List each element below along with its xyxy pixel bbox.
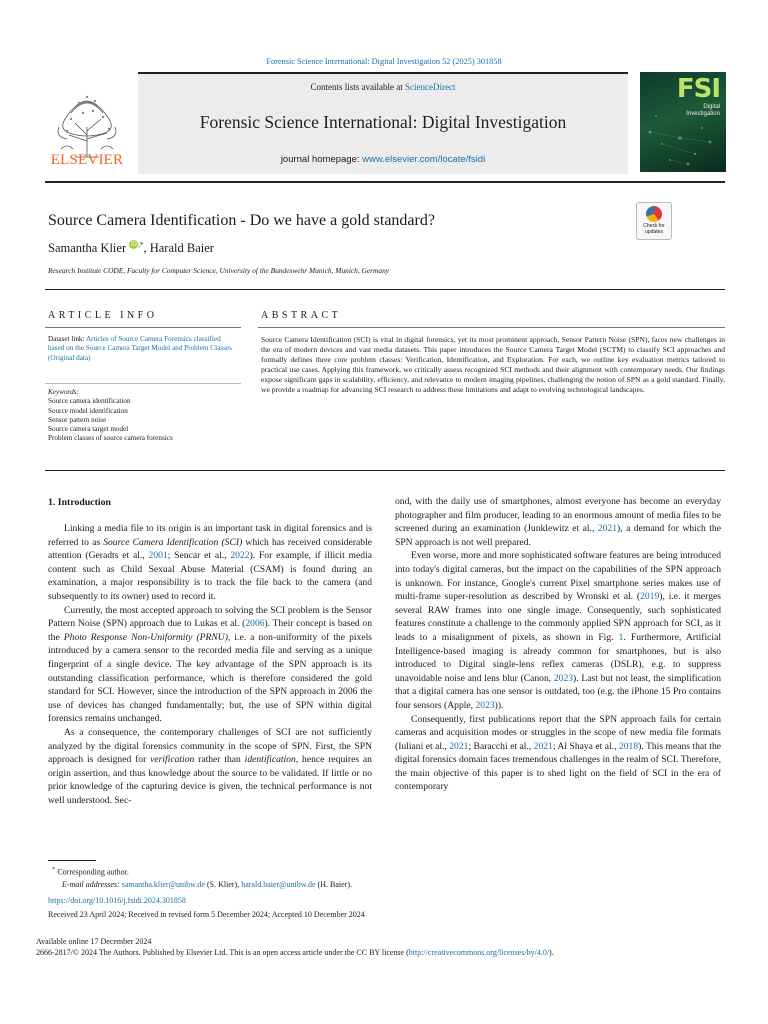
author-name[interactable]: Samantha Klier bbox=[48, 241, 127, 255]
journal-homepage bbox=[138, 154, 628, 165]
corresponding-author-note: Corresponding author. bbox=[57, 867, 129, 877]
author-list bbox=[48, 240, 214, 256]
paragraph: Linking a media file to its origin is an important task in digital forensics and is referred to as Source Camera Identification (SCI) which has received considerable attention (Geradts et al., 2001; Sencar et al., 2022). For example, if illicit media content such as Child Sexual Abuse Material (CSAM) is found during an examination, a major responsibility is to track the file back to the camera (and subsequently to its owner) used to record it. bbox=[48, 523, 373, 602]
body-column-right bbox=[395, 495, 721, 794]
journal-cover-image[interactable] bbox=[640, 72, 726, 172]
journal-masthead bbox=[138, 72, 628, 174]
abstract-heading: ABSTRACT bbox=[261, 310, 342, 321]
paragraph: Even worse, more and more sophisticated software features are being introduced into today's digital cameras, but the impact on the capabilities of the SPN approach is unknown. For instance, Google's current Pixel smartphone series makes use of multi-frame super-resolution as described by Wronski et al. (2019), i.e. it merges several RAW frames into one single image. Consequently, such sophisticated features constitute a challenge to the commonly applied SPN approach for SCI, as it leads to a misalignment of pixels, as shown in Fig. 1. Furthermore, Artificial Intelligence-based imaging is already common for smartphones, but is also introduced to Digital single-lens reflex cameras (DSLR), e.g. to suppress unavoidable noise and lens blur (Canon, 2023). Last but not least, the simplification that a digital camera has one sensor is outdated, too (e.g. the iPhone 15 Pro contains four sensors (Apple, 2023)). bbox=[395, 550, 721, 711]
author-footnote-marker[interactable]: ,* bbox=[138, 240, 144, 249]
keywords-block bbox=[48, 388, 238, 444]
check-updates-icon bbox=[646, 206, 662, 222]
figure-link[interactable]: 1 bbox=[618, 631, 624, 643]
citation-link[interactable]: 2006 bbox=[245, 618, 265, 630]
keywords-rule bbox=[45, 383, 241, 384]
publisher-name: ELSEVIER bbox=[50, 152, 124, 168]
keyword-item: Source camera target model bbox=[48, 425, 129, 434]
paragraph: Consequently, first publications report that the SPN approach fails for certain cameras and acquisition modes or struggles in the scope of new media file formats (Iuliani et al., 2021; Baracchi et al., 2021; Al Shaya et al., 2018). This means that the digital forensics domain faces tremendous challenges in the realm of SCI. Therefore, the main objective of this paper is to shed light on the field of SCI in the era of contemporary bbox=[395, 713, 722, 793]
citation-link[interactable]: 2001 bbox=[148, 550, 168, 562]
paragraph: ond, with the daily use of smartphones, almost everyone has become an everyday photographer and film producer, leading to an enormous amount of media files to be screened during an examination (Junklewitz et al., 2021), a demand for which the SPN approach is not well prepared. bbox=[395, 496, 721, 548]
keyword-item: Problem classes of source camera forensics bbox=[48, 434, 173, 443]
keyword-item: Sensor pattern noise bbox=[48, 415, 107, 424]
footnote: * Corresponding author. E-mail addresses: samantha.klier@unibw.de (S. Klier), harald.baier@unibw.de (H. Baier). bbox=[52, 866, 353, 890]
received-dates: Received 23 April 2024; Received in revised form 5 December 2024; Accepted 10 December 2024 bbox=[48, 910, 365, 919]
section-rule bbox=[45, 289, 725, 290]
dataset-prefix: Dataset link: bbox=[48, 335, 86, 343]
introduction-heading: 1. Introduction bbox=[48, 497, 111, 508]
email-label: E-mail addresses: bbox=[62, 880, 120, 890]
keyword-item: Source camera identification bbox=[48, 397, 131, 406]
body-rule bbox=[45, 470, 725, 471]
available-online: Available online 17 December 2024 bbox=[36, 937, 152, 946]
citation-link[interactable]: 2023 bbox=[475, 699, 495, 711]
keywords-label: Keywords: bbox=[48, 388, 79, 396]
email-link[interactable]: harald.baier@unibw.de bbox=[241, 880, 316, 890]
citation-link[interactable]: 2019 bbox=[640, 591, 660, 603]
article-title: Source Camera Identification - Do we have a gold standard? bbox=[48, 212, 435, 229]
cover-mark: FSI bbox=[676, 74, 720, 104]
footnote-rule bbox=[48, 860, 96, 861]
homepage-prefix: journal homepage: bbox=[280, 154, 363, 165]
homepage-link[interactable]: www.elsevier.com/locate/fsidi bbox=[362, 154, 486, 165]
dataset-link[interactable]: Articles of Source Camera Forensics classified based on the Source Camera Target Model and Problem Classes (Original data) bbox=[48, 335, 232, 362]
citation-link[interactable]: 2018 bbox=[618, 740, 639, 752]
paragraph: Currently, the most accepted approach to solving the SCI problem is the Sensor Pattern Noise (SPN) approach due to Lukas et al. (2006). Their concept is based on the Photo Response Non-Uniformity (PRNU), i.e. a non-uniformity of the pixels introduced by a camera sensor to the recorded media file and serving as a unique fingerprint of a single device. The key advantage of the SPN approach is its outstanding classification performance, which is therefore considered the gold standard for SCI. However, since the introduction of the SPN approach in 2006 the use of devices has changed fundamentally; but, the use of SPN within digital forensics remains unchanged. bbox=[48, 604, 372, 725]
header-rule bbox=[45, 181, 725, 183]
license-link[interactable]: http://creativecommons.org/licenses/by/4.0/ bbox=[408, 948, 550, 957]
paragraph: As a consequence, the contemporary challenges of SCI are not sufficiently analyzed by the digital forensics community in the scope of SPN. First, the SPN approach is designed for verification rather than identification, hence requires an origin assertion, and thus knowledge about the source to be validated. If little or no prior knowledge of the capturing device is given, the technical performance is not well understood. Sec- bbox=[48, 726, 372, 806]
cover-subtitle: Digital Investigation bbox=[686, 104, 720, 117]
body-column-left bbox=[48, 522, 372, 807]
abstract-rule bbox=[258, 327, 725, 328]
abstract-text: Source Camera Identification (SCI) is vital in digital forensics, yet its most prominent approach, Sensor Pattern Noise (SPN), faces new challenges in the era of modern devices and vast media datasets. This paper introduces the Source Camera Target Model (SCTM) to classify SCI approaches and formally defines three core problem classes: Verification, Identification, and Exploration. For each, we outline key evaluation metrics tailored to practical use cases. Applying this framework, we critically assess recognized SCI methods and their alignment with contemporary needs. Our findings expose significant gaps in scalability, efficiency, and relevance to modern imaging pipelines, challenging the notion of SPN as a gold standard. Finally, we provide a roadmap for advancing SCI research to address these limitations and adapt to evolving technological landscapes. bbox=[261, 335, 725, 395]
copyright-line: 2666-2817/© 2024 The Authors. Published by Elsevier Ltd. This is an open access article under the CC BY license (http://creativecommons.org/licenses/by/4.0/). bbox=[36, 948, 554, 957]
keyword-item: Source model identification bbox=[48, 406, 128, 415]
contents-line bbox=[138, 82, 628, 92]
contents-prefix: Contents lists available at bbox=[310, 82, 405, 92]
orcid-icon[interactable]: iD bbox=[130, 241, 137, 248]
citation-link[interactable]: 2021 bbox=[597, 523, 618, 535]
check-for-updates-button[interactable] bbox=[636, 202, 672, 240]
citation-link[interactable]: 2021 bbox=[449, 740, 469, 752]
author-name[interactable]: Harald Baier bbox=[149, 241, 214, 255]
dataset-link-block bbox=[48, 335, 238, 363]
sciencedirect-link[interactable]: ScienceDirect bbox=[405, 82, 456, 92]
citation-link[interactable]: 2022 bbox=[230, 550, 250, 562]
email-link[interactable]: samantha.klier@unibw.de bbox=[121, 880, 205, 890]
info-rule bbox=[45, 327, 241, 328]
citation-link[interactable]: 2023 bbox=[553, 672, 574, 684]
doi-link[interactable]: https://doi.org/10.1016/j.fsidi.2024.301858 bbox=[48, 896, 186, 905]
running-head[interactable]: Forensic Science International: Digital Investigation 52 (2025) 301858 bbox=[266, 57, 502, 66]
footnote-marker: * bbox=[52, 866, 56, 873]
author-separator: , bbox=[143, 241, 150, 255]
check-updates-label: Check for updates bbox=[643, 223, 665, 235]
affiliation: Research Institute CODE, Faculty for Computer Science, University of the Bundeswehr Munich, Munich, Germany bbox=[48, 266, 390, 275]
journal-title: Forensic Science International: Digital Investigation bbox=[199, 112, 567, 132]
article-info-heading: ARTICLE INFO bbox=[48, 310, 158, 321]
citation-link[interactable]: 2021 bbox=[533, 740, 553, 752]
